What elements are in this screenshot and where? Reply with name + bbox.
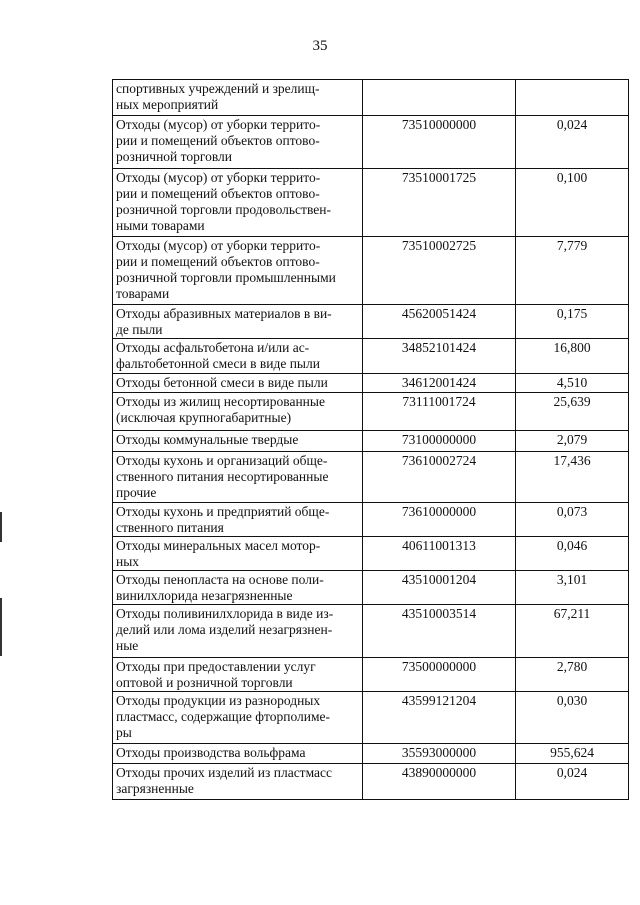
scan-margin-mark [0,598,2,656]
waste-name-cell: Отходы (мусор) от уборки террито- рии и помещений объектов оптово- розничной торговли [113,116,363,169]
waste-name-cell: Отходы при предоставлении услуг оптовой и розничной торговли [113,658,363,692]
waste-value-cell: 0,024 [516,764,629,800]
waste-value-cell: 2,780 [516,658,629,692]
table-row [113,237,629,305]
waste-value-cell [516,80,629,116]
waste-code-cell: 40611001313 [363,537,516,571]
waste-name-cell: Отходы кухонь и предприятий обще- ственного питания [113,503,363,537]
waste-code-cell: 73610002724 [363,452,516,503]
table-row [113,374,629,393]
waste-table [112,79,629,800]
waste-name-cell: Отходы минеральных масел мотор- ных [113,537,363,571]
waste-value-cell: 16,800 [516,339,629,374]
waste-code-cell: 73111001724 [363,393,516,431]
table-row [113,452,629,503]
waste-code-cell: 73100000000 [363,431,516,452]
table-row [113,537,629,571]
waste-name-cell: Отходы коммунальные твердые [113,431,363,452]
waste-value-cell: 0,024 [516,116,629,169]
waste-name-cell: Отходы поливинилхлорида в виде из- делий или лома изделий незагрязнен- ные [113,605,363,658]
waste-code-cell: 73510000000 [363,116,516,169]
waste-value-cell: 17,436 [516,452,629,503]
table-row [113,393,629,431]
waste-code-cell: 34852101424 [363,339,516,374]
table-row [113,605,629,658]
waste-name-cell: Отходы (мусор) от уборки террито- рии и помещений объектов оптово- розничной торговли промышленными товарами [113,237,363,305]
table-row [113,692,629,744]
waste-name-cell: Отходы производства вольфрама [113,744,363,764]
waste-code-cell: 43510003514 [363,605,516,658]
waste-name-cell: Отходы бетонной смеси в виде пыли [113,374,363,393]
table-row [113,571,629,605]
waste-code-cell: 73510002725 [363,237,516,305]
waste-value-cell: 4,510 [516,374,629,393]
table-row [113,116,629,169]
waste-value-cell: 955,624 [516,744,629,764]
table-row [113,658,629,692]
table-row [113,764,629,800]
waste-code-cell: 73510001725 [363,169,516,237]
table-row [113,339,629,374]
waste-value-cell: 0,100 [516,169,629,237]
waste-name-cell: Отходы абразивных материалов в ви- де пыли [113,305,363,339]
waste-value-cell: 7,779 [516,237,629,305]
waste-value-cell: 0,030 [516,692,629,744]
waste-code-cell: 35593000000 [363,744,516,764]
table-row [113,80,629,116]
waste-code-cell: 45620051424 [363,305,516,339]
waste-name-cell: Отходы из жилищ несортированные (исключая крупногабаритные) [113,393,363,431]
waste-code-cell [363,80,516,116]
waste-value-cell: 25,639 [516,393,629,431]
waste-name-cell: Отходы кухонь и организаций обще- ственного питания несортированные прочие [113,452,363,503]
waste-code-cell: 43599121204 [363,692,516,744]
waste-code-cell: 43510001204 [363,571,516,605]
table-row [113,305,629,339]
waste-value-cell: 3,101 [516,571,629,605]
waste-value-cell: 0,046 [516,537,629,571]
waste-value-cell: 67,211 [516,605,629,658]
waste-code-cell: 73500000000 [363,658,516,692]
waste-value-cell: 2,079 [516,431,629,452]
waste-name-cell: Отходы прочих изделий из пластмасс загрязненные [113,764,363,800]
waste-table-body [113,80,629,800]
scan-margin-mark [0,512,2,542]
waste-name-cell: Отходы асфальтобетона и/или ас- фальтобетонной смеси в виде пыли [113,339,363,374]
waste-value-cell: 0,073 [516,503,629,537]
waste-code-cell: 43890000000 [363,764,516,800]
waste-name-cell: Отходы пенопласта на основе поли- винилхлорида незагрязненные [113,571,363,605]
table-row [113,744,629,764]
waste-name-cell: Отходы (мусор) от уборки террито- рии и помещений объектов оптово- розничной торговли продовольствен- ными товарами [113,169,363,237]
waste-code-cell: 34612001424 [363,374,516,393]
table-row [113,503,629,537]
page-number: 35 [312,38,328,54]
waste-name-cell: спортивных учреждений и зрелищ- ных мероприятий [113,80,363,116]
waste-value-cell: 0,175 [516,305,629,339]
waste-code-cell: 73610000000 [363,503,516,537]
table-row [113,431,629,452]
waste-name-cell: Отходы продукции из разнородных пластмасс, содержащие фторполиме- ры [113,692,363,744]
table-row [113,169,629,237]
